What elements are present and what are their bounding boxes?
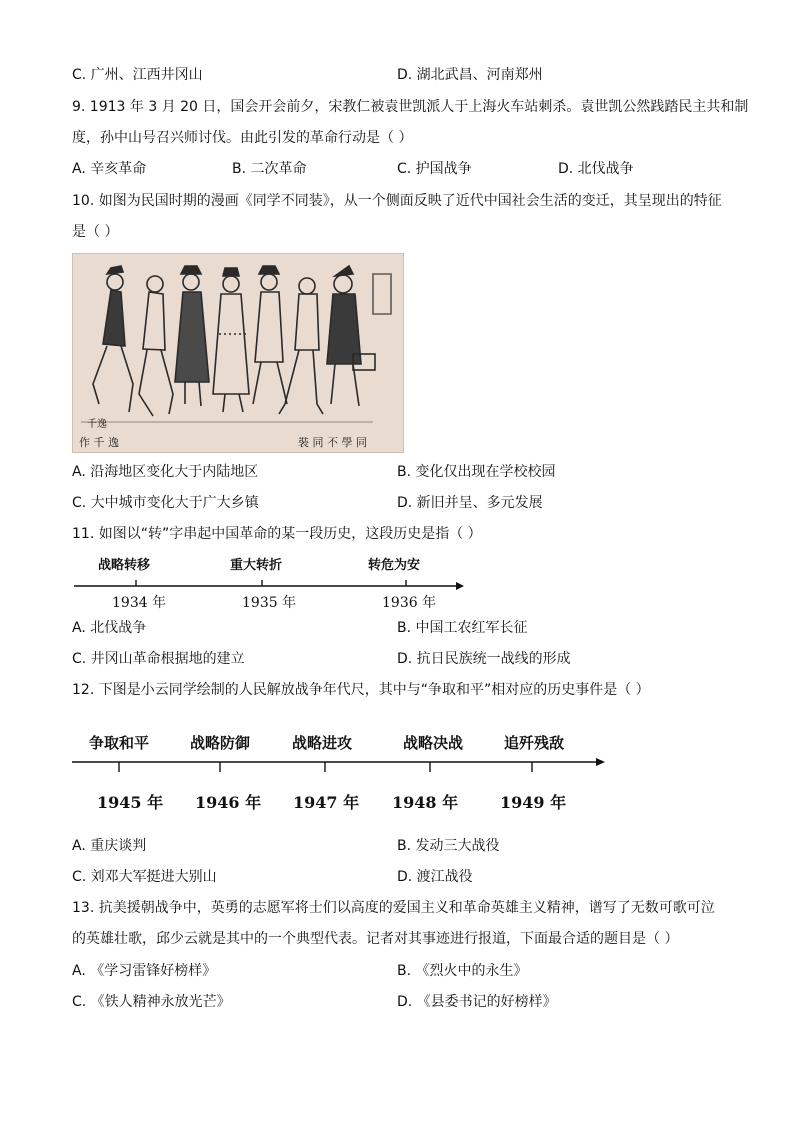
q12-option-a[interactable]: A. 重庆谈判 xyxy=(72,838,147,854)
q9-option-d[interactable]: D. 北伐战争 xyxy=(558,161,634,177)
q9-option-a[interactable]: A. 辛亥革命 xyxy=(72,161,147,177)
q10-stem-line2: 是（ ） xyxy=(72,224,119,240)
q11-option-d[interactable]: D. 抗日民族统一战线的形成 xyxy=(397,651,571,667)
q12-stem: 12. 下图是小云同学绘制的人民解放战争年代尺，其中与“争取和平”相对应的历史事件是（ ） xyxy=(72,682,650,698)
q13-option-c[interactable]: C. 《铁人精神永放光芒》 xyxy=(72,994,231,1010)
q12-timeline-year-4: 1948 年 xyxy=(392,793,459,812)
q10-option-b[interactable]: B. 变化仅出现在学校校园 xyxy=(397,464,556,480)
q11-timeline-label-3: 转危为安 xyxy=(368,558,421,573)
q12-timeline-axis xyxy=(72,752,612,782)
cartoon-caption-author: 作 千 逸 xyxy=(79,436,119,449)
q11-timeline-year-2: 1935 年 xyxy=(242,595,297,611)
q12-option-b[interactable]: B. 发动三大战役 xyxy=(397,838,500,854)
q11-option-b[interactable]: B. 中国工农红军长征 xyxy=(397,620,528,636)
q9-option-c[interactable]: C. 护国战争 xyxy=(397,161,472,177)
q12-timeline-year-1: 1945 年 xyxy=(97,793,164,812)
q12-timeline-year-2: 1946 年 xyxy=(195,793,262,812)
q9-stem-line1: 9. 1913 年 3 月 20 日，国会开会前夕，宋教仁被袁世凯派人于上海火车站刺杀。袁世凯公然践踏民主共和制 xyxy=(72,99,749,115)
cartoon-caption-title: 裝 同 不 學 同 xyxy=(298,436,367,449)
q11-option-c[interactable]: C. 井冈山革命根据地的建立 xyxy=(72,651,245,667)
q12-option-d[interactable]: D. 渡江战役 xyxy=(397,869,473,885)
q12-timeline-label-2: 战略防御 xyxy=(190,734,251,752)
q8-option-d[interactable]: D. 湖北武昌、河南郑州 xyxy=(397,67,543,83)
q13-stem-line2: 的英雄壮歌，邱少云就是其中的一个典型代表。记者对其事迹进行报道，下面最合适的题目是（ ） xyxy=(72,931,679,947)
q12-timeline-year-5: 1949 年 xyxy=(500,793,567,812)
q11-timeline-label-2: 重大转折 xyxy=(230,558,283,573)
cartoon-image xyxy=(72,253,404,453)
q10-option-d[interactable]: D. 新旧并呈、多元发展 xyxy=(397,495,543,511)
cartoon-figures xyxy=(73,254,403,452)
q10-option-a[interactable]: A. 沿海地区变化大于内陆地区 xyxy=(72,464,259,480)
q13-option-a[interactable]: A. 《学习雷锋好榜样》 xyxy=(72,963,217,979)
q12-timeline-label-1: 争取和平 xyxy=(89,734,150,752)
q11-timeline-label-1: 战略转移 xyxy=(98,558,151,573)
q9-stem-line2: 度，孙中山号召兴师讨伐。由此引发的革命行动是（ ） xyxy=(72,130,413,146)
q12-timeline-label-5: 追歼残敌 xyxy=(504,734,565,752)
q12-timeline-label-4: 战略决战 xyxy=(403,734,464,752)
q12-timeline-year-3: 1947 年 xyxy=(293,793,360,812)
cartoon-signature: 千逸 xyxy=(87,419,107,430)
q10-option-c[interactable]: C. 大中城市变化大于广大乡镇 xyxy=(72,495,259,511)
q11-stem: 11. 如图以“转”字串起中国革命的某一段历史，这段历史是指（ ） xyxy=(72,526,482,542)
q11-timeline xyxy=(72,552,472,614)
q9-option-b[interactable]: B. 二次革命 xyxy=(232,161,307,177)
q12-timeline xyxy=(72,728,612,818)
q12-option-c[interactable]: C. 刘邓大军挺进大别山 xyxy=(72,869,217,885)
q13-option-b[interactable]: B. 《烈火中的永生》 xyxy=(397,963,528,979)
q8-option-c[interactable]: C. 广州、江西井冈山 xyxy=(72,67,203,83)
q13-stem-line1: 13. 抗美援朝战争中，英勇的志愿军将士们以高度的爱国主义和革命英雄主义精神，谱写了无数可歌可泣 xyxy=(72,900,715,916)
q10-stem-line1: 10. 如图为民国时期的漫画《同学不同装》，从一个侧面反映了近代中国社会生活的变迁，其呈现出的特征 xyxy=(72,193,722,209)
q11-timeline-year-3: 1936 年 xyxy=(382,595,437,611)
q12-timeline-label-3: 战略进攻 xyxy=(292,734,353,752)
q11-option-a[interactable]: A. 北伐战争 xyxy=(72,620,147,636)
q13-option-d[interactable]: D. 《县委书记的好榜样》 xyxy=(397,994,557,1010)
q11-timeline-year-1: 1934 年 xyxy=(112,595,167,611)
